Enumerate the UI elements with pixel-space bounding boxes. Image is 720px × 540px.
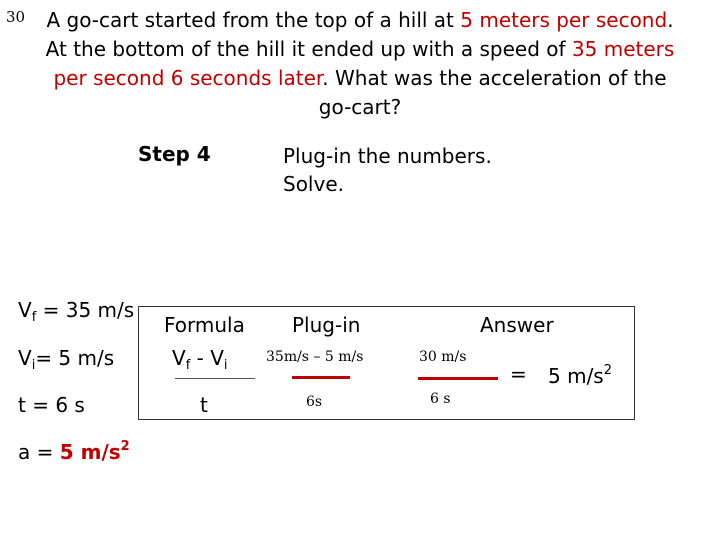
- step-instruction: Plug-in the numbers. Solve.: [283, 144, 492, 196]
- slide-number: 30: [6, 8, 26, 26]
- initial-speed-highlight: 5 meters per second: [460, 8, 668, 32]
- formula-vf-subscript: f: [185, 358, 191, 373]
- vi-symbol: V: [18, 346, 32, 370]
- problem-text-3: . What was the acceleration of the go-cart?: [318, 66, 667, 119]
- answer-fraction-bar: [418, 377, 498, 380]
- problem-text-1: A go-cart started from the top of a hill at: [46, 8, 461, 32]
- formula-vi-subscript: i: [223, 358, 228, 373]
- answer-denominator: 6 s: [430, 391, 451, 407]
- formula-header: Formula: [164, 313, 245, 337]
- answer-header: Answer: [480, 313, 554, 337]
- final-speed-highlight: 35 meters per second 6 seconds later: [53, 37, 675, 90]
- acceleration-label: a =: [18, 440, 54, 464]
- formula-minus-vi: - V: [190, 346, 224, 370]
- acceleration-value-text: 5 m/s: [59, 440, 121, 464]
- vi-subscript: i: [31, 358, 36, 373]
- plugin-fraction-bar: [292, 376, 350, 379]
- final-result-value: 5 m/s: [548, 364, 604, 388]
- final-result: [548, 364, 612, 388]
- plugin-numerator: 35m/s – 5 m/s: [266, 349, 364, 365]
- given-time: [18, 393, 85, 417]
- vf-value: = 35 m/s: [36, 298, 135, 322]
- formula-numerator: [172, 346, 228, 373]
- acceleration-exponent: 2: [120, 439, 130, 454]
- given-acceleration: [18, 440, 130, 464]
- given-initial-velocity: [18, 346, 115, 373]
- plugin-header: Plug-in: [292, 313, 361, 337]
- given-final-velocity: [18, 298, 135, 325]
- step-title: Step 4: [138, 142, 211, 166]
- formula-fraction-bar: [175, 378, 255, 379]
- plugin-denominator: 6s: [306, 394, 323, 410]
- vi-value: = 5 m/s: [35, 346, 115, 370]
- formula-vf: V: [172, 346, 186, 370]
- formula-denominator: t: [200, 393, 208, 417]
- problem-text-2: . At the bottom of the hill it ended up with a speed of: [45, 8, 674, 61]
- time-label: t =: [18, 393, 49, 417]
- answer-numerator: 30 m/s: [419, 349, 467, 365]
- time-value: 6 s: [55, 393, 85, 417]
- vf-symbol: V: [18, 298, 32, 322]
- acceleration-value: [60, 440, 130, 464]
- vf-subscript: f: [31, 310, 37, 325]
- problem-statement: [40, 6, 680, 122]
- equals-sign: =: [510, 362, 527, 386]
- final-result-exponent: 2: [603, 363, 613, 378]
